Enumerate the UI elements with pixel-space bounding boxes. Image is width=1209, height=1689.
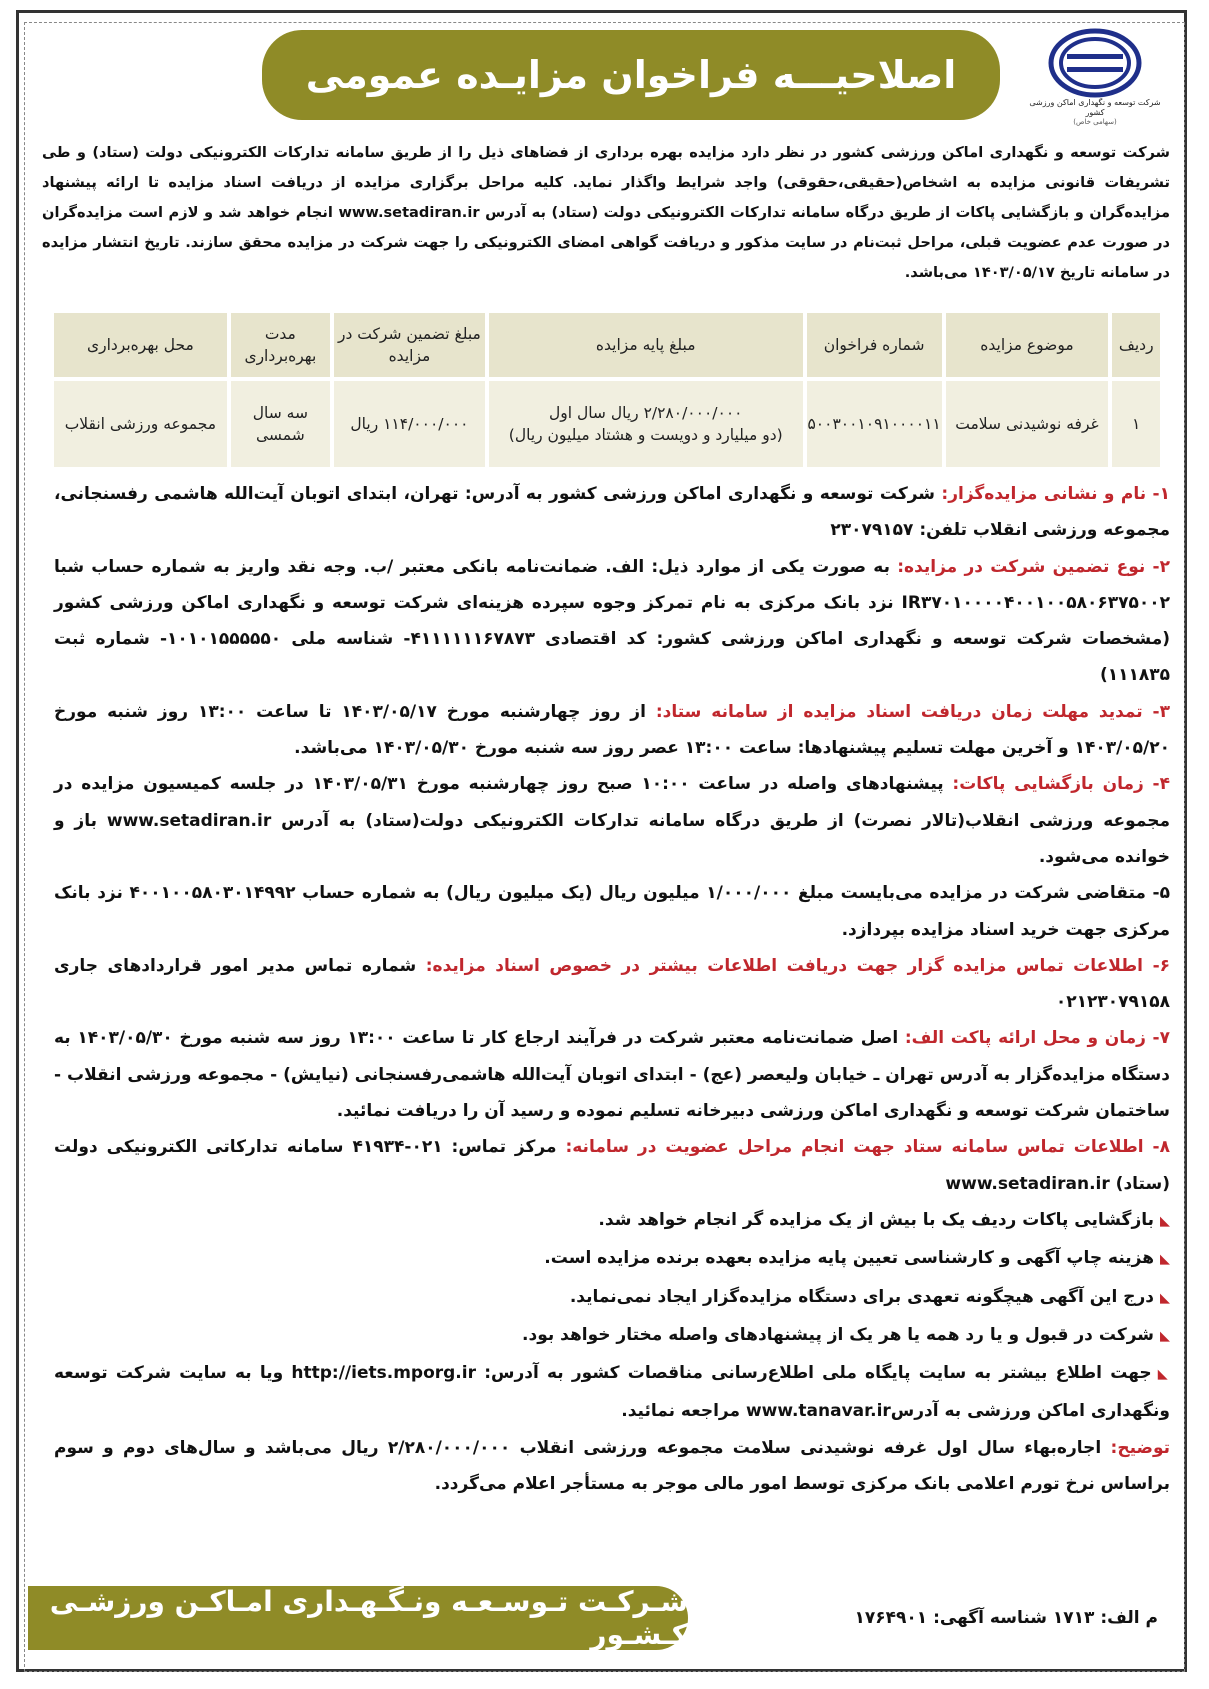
logo-company-name: شرکت توسعه و نگهداری اماکن ورزشی کشور bbox=[1029, 98, 1161, 117]
th-call-number: شماره فراخوان bbox=[807, 313, 942, 377]
ad-identifier: م الف: ۱۷۱۳ شناسه آگهی: ۱۷۶۴۹۰۱ bbox=[854, 1608, 1158, 1628]
th-subject: موضوع مزایده bbox=[946, 313, 1109, 377]
base-price-amount: ۲/۲۸۰/۰۰۰/۰۰۰ ریال سال اول bbox=[548, 404, 743, 422]
footer bbox=[28, 1586, 1178, 1650]
term-item bbox=[54, 1129, 1170, 1202]
footer-band bbox=[28, 1586, 688, 1650]
term-label: ۸- اطلاعات تماس سامانه ستاد جهت انجام مراحل عضویت در سامانه: bbox=[565, 1137, 1170, 1158]
logo-icon bbox=[1045, 28, 1145, 98]
note-text: اجاره‌بهاء سال اول غرفه نوشیدنی سلامت مجموعه ورزشی انقلاب ۲/۲۸۰/۰۰۰/۰۰۰ ریال می‌باشد و سال‌های دوم و سوم براساس نرخ تورم اعلامی بانک مرکزی توسط امور مالی موجر به مستأجر اعلام می‌گردد. bbox=[54, 1437, 1170, 1495]
term-item bbox=[54, 549, 1170, 694]
note bbox=[54, 1430, 1170, 1503]
footer-company: شـرکـت تـوسـعـه ونـگـهـداری امـاکـن ورزشـی کـشـور bbox=[49, 1585, 688, 1651]
term-text: اصل ضمانت‌نامه معتبر شرکت در فرآیند ارجاع کار تا ساعت ۱۳:۰۰ روز سه شنبه مورخ ۱۴۰۳/۰۵/۳۰ به دستگاه مزایده‌گزار به آدرس تهران ـ خیابان ولیعصر (عج) - ابتدای اتوبان آیت‌الله هاشمی‌رفسنجانی (نیایش) - مجموعه ورزشی انقلاب - ساختمان شرکت توسعه و نگهداری اماکن ورزشی دبیرخانه تسلیم نموده و رسید آن را دریافت نمائید. bbox=[54, 1028, 1170, 1122]
title-banner bbox=[262, 30, 1000, 120]
terms-section bbox=[54, 476, 1170, 1502]
td-location: مجموعه ورزشی انقلاب bbox=[54, 381, 227, 467]
term-item bbox=[54, 766, 1170, 875]
bullet-item: ◣ هزینه چاپ آگهی و کارشناسی تعیین پایه مزایده بعهده برنده مزایده است. bbox=[54, 1240, 1170, 1278]
term-text: شرکت توسعه و نگهداری اماکن ورزشی کشور به آدرس: تهران، ابتدای اتوبان آیت‌الله هاشمی رفسنجانی، مجموعه ورزشی انقلاب تلفن: ۲۳۰۷۹۱۵۷ bbox=[54, 484, 1170, 541]
term-text: به صورت یکی از موارد ذیل: الف. ضمانت‌نامه بانکی معتبر /ب. وجه نقد واریز به شماره حساب شبا IR۳۷۰۱۰۰۰۰۴۰۰۱۰۰۵۸۰۶۳۷۵۰۰۲ نزد بانک مرکزی به نام تمرکز وجوه سپرده هزینه‌ای شرکت توسعه و نگهداری اماکن ورزشی کشور (مشخصات شرکت توسعه و نگهداری اماکن ورزشی کشور: کد اقتصادی ۴۱۱۱۱۱۱۶۷۸۷۳- شناسه ملی ۱۰۱۰۱۵۵۵۵۵۰- شماره ثبت ۱۱۱۸۳۵) bbox=[54, 556, 1171, 686]
td-duration: سه سال شمسی bbox=[231, 381, 330, 467]
term-item bbox=[54, 948, 1170, 1021]
td-base-price bbox=[489, 381, 803, 467]
bullet-item: ◣ شرکت در قبول و یا رد همه یا هر یک از پیشنهادهای واصله مختار خواهد بود. bbox=[54, 1317, 1170, 1355]
term-label: ۳- تمدید مهلت زمان دریافت اسناد مزایده از سامانه ستاد: bbox=[655, 701, 1171, 722]
term-item bbox=[54, 875, 1170, 948]
base-price-words: (دو میلیارد و دویست و هشتاد میلیون ریال) bbox=[508, 426, 783, 444]
table-row bbox=[54, 381, 1160, 467]
term-item bbox=[54, 694, 1170, 767]
term-label: ۴- زمان بازگشایی پاکات: bbox=[952, 774, 1171, 795]
logo-sub: (سهامی خاص) bbox=[1073, 118, 1117, 126]
td-call-number: ۵۰۰۳۰۰۱۰۹۱۰۰۰۰۱۱ bbox=[807, 381, 942, 467]
term-label: ۱- نام و نشانی مزایده‌گزار: bbox=[941, 484, 1170, 504]
company-logo bbox=[1020, 28, 1170, 128]
th-deposit: مبلغ تضمین شرکت در مزایده bbox=[334, 313, 485, 377]
term-text: پیشنهادهای واصله در ساعت ۱۰:۰۰ صبح روز چهارشنبه مورخ ۱۴۰۳/۰۵/۳۱ در جلسه کمیسیون مزایده در مجموعه ورزشی انقلاب(تالار نصرت) از طریق درگاه سامانه تدارکات الکترونیکی دولت(ستاد) به آدرس www.setadiran.ir باز و خوانده می‌شود. bbox=[54, 774, 1170, 867]
th-base-price: مبلغ پایه مزایده bbox=[489, 313, 803, 377]
intro-paragraph: شرکت توسعه و نگهداری اماکن ورزشی کشور در نظر دارد مزایده بهره برداری از فضاهای ذیل را از طریق سامانه تدارکات الکترونیکی دولت (ستاد) و طی تشریفات قانونی مزایده به اشخاص(حقیقی،حقوقی) واجد شرایط واگذار نماید. کلیه مراحل برگزاری مزایده از دریافت اسناد مزایده تا ارائه پیشنهاد مزایده‌گران و بازگشایی پاکات از طریق درگاه سامانه تدارکات الکترونیکی دولت (ستاد) به آدرس www.setadiran.ir انجام خواهد شد و لازم است مزایده‌گران در صورت عدم عضویت قبلی، مراحل ثبت‌نام در سایت مذکور و دریافت گواهی امضای الکترونیکی را جهت شرکت در مزایده محقق سازند. تاریخ انتشار مزایده در سامانه تاریخ ۱۴۰۳/۰۵/۱۷ می‌باشد. bbox=[42, 144, 1170, 281]
td-deposit: ۱۱۴/۰۰۰/۰۰۰ ریال bbox=[334, 381, 485, 467]
term-item bbox=[54, 476, 1170, 549]
page-title: اصلاحیـــه فراخوان مزایـده عمومی bbox=[305, 53, 957, 97]
th-duration: مدت بهره‌برداری bbox=[231, 313, 330, 377]
term-item bbox=[54, 1020, 1170, 1129]
term-text: ۵- متقاضی شرکت در مزایده می‌بایست مبلغ ۱/۰۰۰/۰۰۰ میلیون ریال (یک میلیون ریال) به شماره حساب ۴۰۰۱۰۰۵۸۰۳۰۱۴۹۹۲ نزد بانک مرکزی جهت خرید اسناد مزایده بپردازد. bbox=[54, 883, 1170, 940]
th-row-number: ردیف bbox=[1112, 313, 1160, 377]
term-label: ۲- نوع تضمین شرکت در مزایده: bbox=[897, 556, 1170, 577]
note-label: توضیح: bbox=[1110, 1437, 1170, 1458]
term-text: مرکز تماس: ۰۲۱-۴۱۹۳۴ سامانه تدارکاتی الکترونیکی دولت (ستاد) www.setadiran.ir bbox=[54, 1137, 1170, 1194]
td-row-number: ۱ bbox=[1112, 381, 1160, 467]
bullet-item: ◣ جهت اطلاع بیشتر به سایت پایگاه ملی اطلاع‌رسانی مناقصات کشور به آدرس: http://iets.mporg.ir ویا به سایت شرکت توسعه ونگهداری اماکن ورزشی به آدرسwww.tanavar.ir مراجعه نمائید. bbox=[54, 1355, 1170, 1430]
th-location: محل بهره‌برداری bbox=[54, 313, 227, 377]
term-label: ۷- زمان و محل ارائه پاکت الف: bbox=[904, 1028, 1170, 1049]
term-label: ۶- اطلاعات تماس مزایده گزار جهت دریافت اطلاعات بیشتر در خصوص اسناد مزایده: bbox=[425, 955, 1171, 976]
term-text: شماره تماس مدیر امور قراردادهای جاری ۰۲۱۲۳۰۷۹۱۵۸ bbox=[54, 955, 1170, 1013]
term-text: از روز چهارشنبه مورخ ۱۴۰۳/۰۵/۱۷ تا ساعت ۱۳:۰۰ روز شنبه مورخ ۱۴۰۳/۰۵/۲۰ و آخرین مهلت تسلیم پیشنهادها: ساعت ۱۳:۰۰ عصر روز سه شنبه مورخ ۱۴۰۳/۰۵/۳۰ می‌باشد. bbox=[54, 701, 1170, 759]
td-subject: غرفه نوشیدنی سلامت bbox=[946, 381, 1109, 467]
bullet-item: ◣ بازگشایی پاکات ردیف یک با بیش از یک مزایده گر انجام خواهد شد. bbox=[54, 1202, 1170, 1240]
auction-table bbox=[54, 313, 1160, 467]
bullet-item: ◣ درج این آگهی هیچگونه تعهدی برای دستگاه مزایده‌گزار ایجاد نمی‌نماید. bbox=[54, 1279, 1170, 1317]
table-header bbox=[54, 313, 1160, 377]
